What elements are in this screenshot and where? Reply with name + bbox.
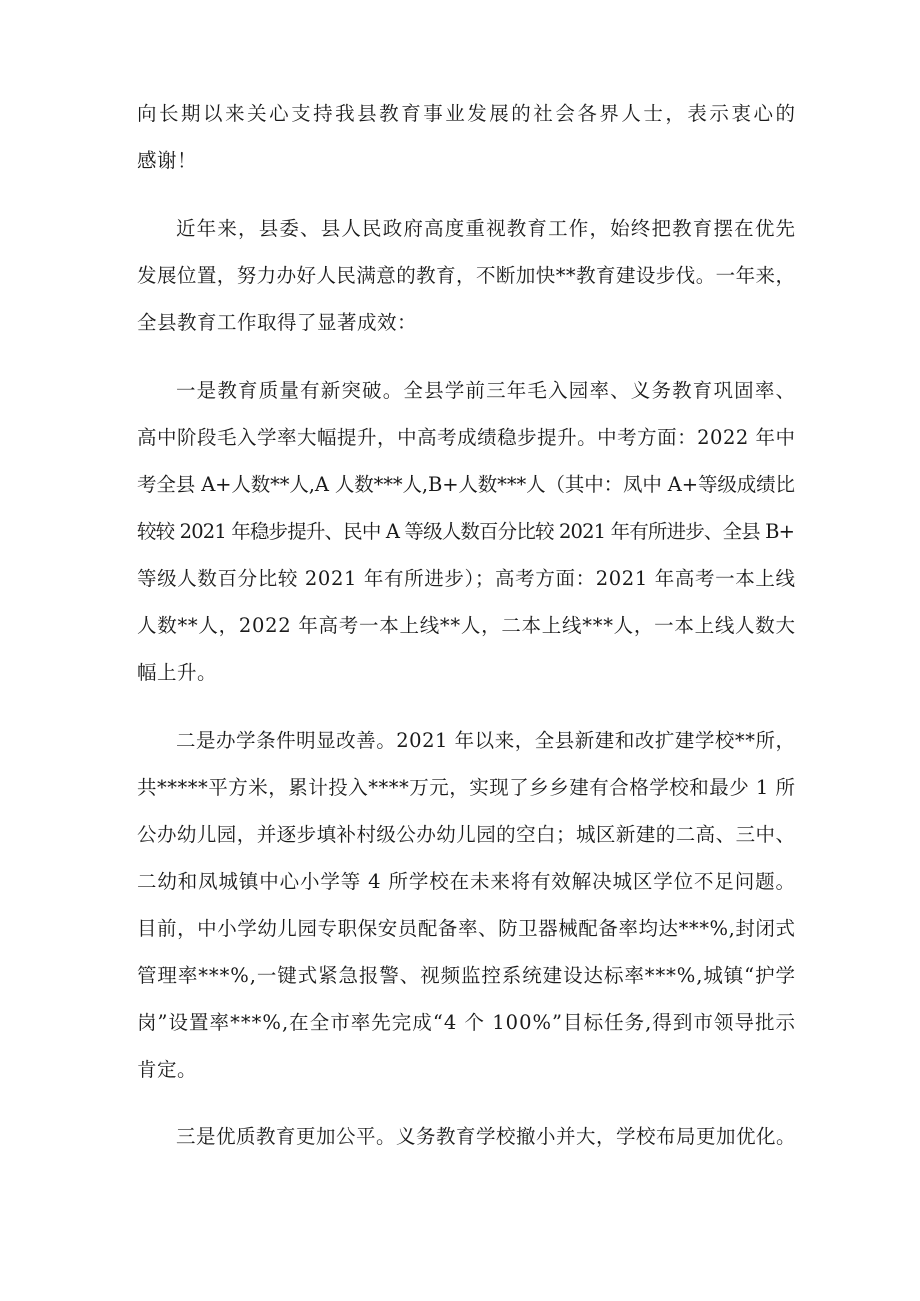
text-line: 二是办学条件明显改善。2021 年以来，全县新建和改扩建学校**所，	[176, 729, 796, 752]
text-line: 三是优质教育更加公平。义务教育学校撤小并大，学校布局更加优化。	[176, 1125, 797, 1148]
text-line: 等级人数百分比较 2021 年有所进步）；高考方面：2021 年高考一本上线	[137, 567, 796, 590]
text-line: 肯定。	[137, 1058, 198, 1081]
text-line: 高中阶段毛入学率大幅提升，中高考成绩稳步提升。中考方面：2022 年中	[137, 426, 796, 449]
text-line: 较较 2021 年稳步提升、民中 A 等级人数百分比较 2021 年有所进步、全县 B+	[137, 520, 795, 543]
text-line: 向长期以来关心支持我县教育事业发展的社会各界人士，表示衷心的	[137, 102, 798, 125]
text-line: 岗”设置率***%,在全市率先完成“4 个 100%”目标任务,得到市领导批示	[137, 1011, 797, 1034]
text-line: 目前，中小学幼儿园专职保安员配备率、防卫器械配备率均达***%,封闭式	[137, 917, 796, 940]
text-line: 幅上升。	[137, 661, 218, 684]
text-line: 考全县 A+人数**人,A 人数***人,B+人数***人（其中：凤中 A+等级成绩比	[137, 473, 795, 496]
text-line: 人数**人，2022 年高考一本上线**人，二本上线***人，一本上线人数大	[137, 614, 796, 637]
text-line: 管理率***%,一键式紧急报警、视频监控系统建设达标率***%,城镇“护学	[137, 964, 796, 987]
text-line: 感谢！	[137, 149, 198, 172]
text-line: 近年来，县委、县人民政府高度重视教育工作，始终把教育摆在优先	[176, 217, 797, 240]
text-line: 二幼和凤城镇中心小学等 4 所学校在未来将有效解决城区学位不足问题。	[137, 870, 796, 893]
text-line: 共*****平方米，累计投入****万元，实现了乡乡建有合格学校和最少 1 所	[137, 776, 796, 799]
text-line: 一是教育质量有新突破。全县学前三年毛入园率、义务教育巩固率、	[176, 379, 797, 402]
text-line: 发展位置，努力办好人民满意的教育，不断加快**教育建设步伐。一年来，	[137, 264, 796, 287]
text-line: 公办幼儿园，并逐步填补村级公办幼儿园的空白；城区新建的二高、三中、	[137, 823, 796, 846]
text-line: 全县教育工作取得了显著成效：	[137, 311, 418, 334]
